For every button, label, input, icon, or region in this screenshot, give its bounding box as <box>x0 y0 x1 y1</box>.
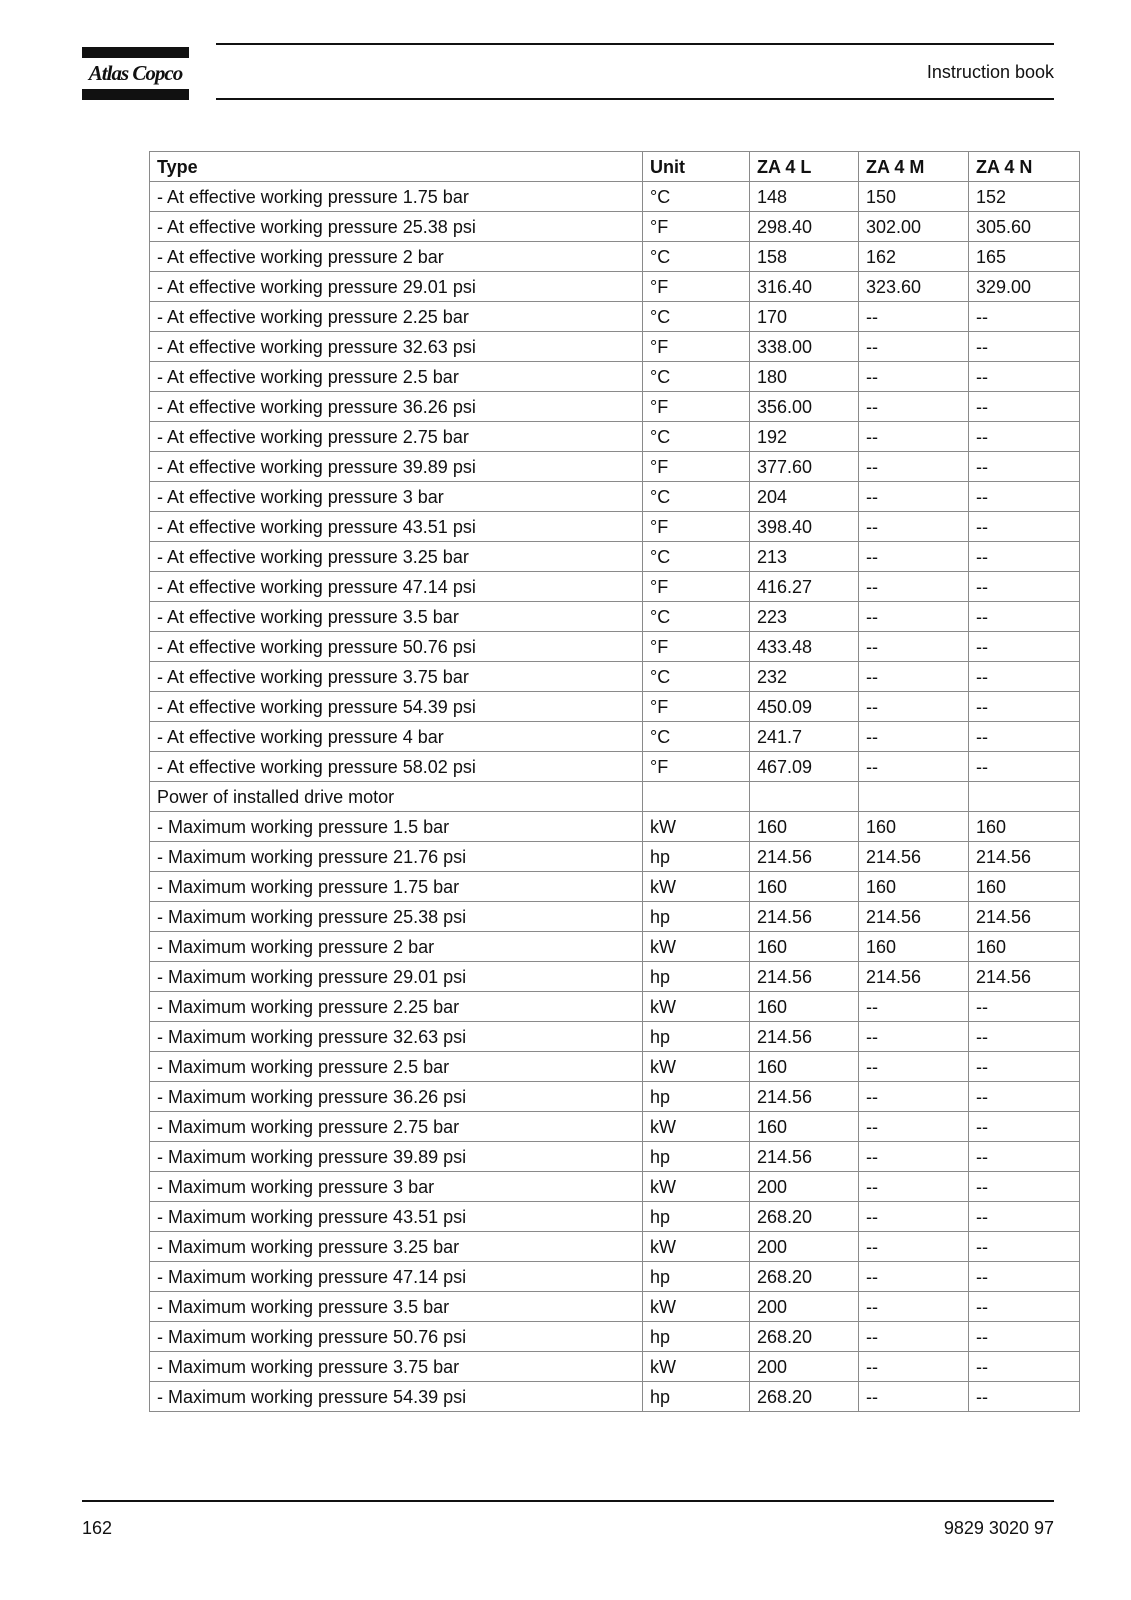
unit-cell: °F <box>643 392 750 422</box>
unit-cell: °C <box>643 542 750 572</box>
za4l-value: 213 <box>750 542 859 572</box>
row-label: - Maximum working pressure 3.75 bar <box>150 1352 643 1382</box>
table-row <box>150 1082 1080 1112</box>
table-row <box>150 482 1080 512</box>
column-header-za4l: ZA 4 L <box>750 152 859 182</box>
unit-cell: kW <box>643 1232 750 1262</box>
za4m-value: -- <box>859 332 969 362</box>
row-label: - At effective working pressure 54.39 psi <box>150 692 643 722</box>
row-label: - At effective working pressure 29.01 psi <box>150 272 643 302</box>
unit-cell: hp <box>643 902 750 932</box>
table-row <box>150 542 1080 572</box>
row-label: - At effective working pressure 3.75 bar <box>150 662 643 692</box>
za4n-value: 214.56 <box>969 842 1080 872</box>
header-rule-top <box>216 43 1054 45</box>
unit-cell: °C <box>643 422 750 452</box>
za4n-value: -- <box>969 542 1080 572</box>
za4m-value: -- <box>859 422 969 452</box>
row-label: - Maximum working pressure 29.01 psi <box>150 962 643 992</box>
table-row <box>150 602 1080 632</box>
za4n-value: 160 <box>969 932 1080 962</box>
za4n-value: -- <box>969 452 1080 482</box>
za4n-value: 160 <box>969 872 1080 902</box>
za4n-value: -- <box>969 482 1080 512</box>
unit-cell: kW <box>643 812 750 842</box>
table-row <box>150 1202 1080 1232</box>
unit-cell: hp <box>643 1262 750 1292</box>
za4n-value: -- <box>969 1352 1080 1382</box>
za4n-value: -- <box>969 392 1080 422</box>
table-row <box>150 992 1080 1022</box>
za4l-value: 268.20 <box>750 1262 859 1292</box>
za4l-value: 160 <box>750 812 859 842</box>
za4n-value: -- <box>969 1052 1080 1082</box>
za4m-value: -- <box>859 302 969 332</box>
table-row <box>150 332 1080 362</box>
za4n-value: -- <box>969 1142 1080 1172</box>
za4l-value: 180 <box>750 362 859 392</box>
za4m-value: 302.00 <box>859 212 969 242</box>
za4n-value: 152 <box>969 182 1080 212</box>
za4m-value: -- <box>859 512 969 542</box>
table-row <box>150 452 1080 482</box>
unit-cell: °C <box>643 722 750 752</box>
unit-cell: kW <box>643 1052 750 1082</box>
table-row <box>150 662 1080 692</box>
table-row <box>150 1382 1080 1412</box>
za4m-value: -- <box>859 992 969 1022</box>
za4n-value: -- <box>969 992 1080 1022</box>
za4m-value <box>859 782 969 812</box>
za4m-value: -- <box>859 1202 969 1232</box>
row-label: - Maximum working pressure 43.51 psi <box>150 1202 643 1232</box>
row-label: - Maximum working pressure 25.38 psi <box>150 902 643 932</box>
table-row <box>150 812 1080 842</box>
za4n-value: 329.00 <box>969 272 1080 302</box>
table-row <box>150 1112 1080 1142</box>
za4m-value: -- <box>859 752 969 782</box>
row-label: - Maximum working pressure 21.76 psi <box>150 842 643 872</box>
row-label: - Maximum working pressure 47.14 psi <box>150 1262 643 1292</box>
za4l-value: 223 <box>750 602 859 632</box>
za4m-value: -- <box>859 1322 969 1352</box>
za4l-value: 416.27 <box>750 572 859 602</box>
za4n-value: -- <box>969 512 1080 542</box>
unit-cell: hp <box>643 842 750 872</box>
logo-wordmark: Atlas Copco <box>88 61 183 85</box>
logo-top-bar <box>82 47 189 58</box>
za4l-value: 160 <box>750 992 859 1022</box>
row-label: - At effective working pressure 1.75 bar <box>150 182 643 212</box>
za4m-value: 160 <box>859 812 969 842</box>
za4m-value: -- <box>859 1052 969 1082</box>
za4l-value: 170 <box>750 302 859 332</box>
table-row <box>150 1322 1080 1352</box>
row-label: - Maximum working pressure 2.75 bar <box>150 1112 643 1142</box>
za4m-value: -- <box>859 692 969 722</box>
za4n-value: -- <box>969 722 1080 752</box>
za4l-value: 214.56 <box>750 1082 859 1112</box>
table-row <box>150 182 1080 212</box>
za4m-value: 214.56 <box>859 842 969 872</box>
za4l-value: 200 <box>750 1232 859 1262</box>
row-label: - At effective working pressure 36.26 psi <box>150 392 643 422</box>
za4n-value <box>969 782 1080 812</box>
za4m-value: 214.56 <box>859 962 969 992</box>
table-body <box>150 182 1080 1412</box>
za4l-value: 200 <box>750 1292 859 1322</box>
row-label: - At effective working pressure 50.76 psi <box>150 632 643 662</box>
unit-cell: hp <box>643 962 750 992</box>
za4m-value: -- <box>859 452 969 482</box>
unit-cell: °C <box>643 182 750 212</box>
unit-cell: °F <box>643 512 750 542</box>
za4n-value: -- <box>969 1382 1080 1412</box>
za4n-value: -- <box>969 362 1080 392</box>
unit-cell: hp <box>643 1382 750 1412</box>
unit-cell: °F <box>643 752 750 782</box>
za4m-value: 162 <box>859 242 969 272</box>
column-header-type: Type <box>150 152 643 182</box>
za4l-value: 377.60 <box>750 452 859 482</box>
row-label: - At effective working pressure 3.5 bar <box>150 602 643 632</box>
unit-cell: °F <box>643 212 750 242</box>
row-label: - At effective working pressure 32.63 psi <box>150 332 643 362</box>
za4l-value: 214.56 <box>750 962 859 992</box>
unit-cell: °F <box>643 632 750 662</box>
table-row <box>150 1292 1080 1322</box>
table-row <box>150 1172 1080 1202</box>
table-row <box>150 392 1080 422</box>
row-label: - At effective working pressure 3 bar <box>150 482 643 512</box>
column-header-unit: Unit <box>643 152 750 182</box>
row-label: - Maximum working pressure 39.89 psi <box>150 1142 643 1172</box>
za4m-value: -- <box>859 1292 969 1322</box>
table-row <box>150 902 1080 932</box>
unit-cell: °C <box>643 242 750 272</box>
za4m-value: -- <box>859 722 969 752</box>
za4l-value: 158 <box>750 242 859 272</box>
za4l-value: 356.00 <box>750 392 859 422</box>
unit-cell: hp <box>643 1142 750 1172</box>
unit-cell: hp <box>643 1202 750 1232</box>
unit-cell <box>643 782 750 812</box>
za4l-value: 467.09 <box>750 752 859 782</box>
za4l-value: 200 <box>750 1352 859 1382</box>
table-row <box>150 782 1080 812</box>
za4l-value: 241.7 <box>750 722 859 752</box>
za4n-value: -- <box>969 1202 1080 1232</box>
unit-cell: kW <box>643 932 750 962</box>
unit-cell: hp <box>643 1022 750 1052</box>
row-label: - At effective working pressure 2.25 bar <box>150 302 643 332</box>
za4m-value: -- <box>859 1022 969 1052</box>
za4n-value: -- <box>969 752 1080 782</box>
row-label: - Maximum working pressure 1.5 bar <box>150 812 643 842</box>
za4n-value: -- <box>969 572 1080 602</box>
unit-cell: °F <box>643 692 750 722</box>
row-label: Power of installed drive motor <box>150 782 643 812</box>
za4l-value: 214.56 <box>750 902 859 932</box>
row-label: - Maximum working pressure 1.75 bar <box>150 872 643 902</box>
za4m-value: 160 <box>859 872 969 902</box>
table-row <box>150 362 1080 392</box>
row-label: - Maximum working pressure 50.76 psi <box>150 1322 643 1352</box>
unit-cell: °C <box>643 602 750 632</box>
row-label: - Maximum working pressure 2.5 bar <box>150 1052 643 1082</box>
za4m-value: -- <box>859 1352 969 1382</box>
unit-cell: °F <box>643 452 750 482</box>
unit-cell: °F <box>643 572 750 602</box>
document-type-title: Instruction book <box>926 62 1054 82</box>
table-row <box>150 242 1080 272</box>
unit-cell: °C <box>643 302 750 332</box>
za4l-value: 338.00 <box>750 332 859 362</box>
za4l-value: 160 <box>750 1112 859 1142</box>
za4l-value: 160 <box>750 932 859 962</box>
table-row <box>150 422 1080 452</box>
unit-cell: kW <box>643 1172 750 1202</box>
za4n-value: -- <box>969 1022 1080 1052</box>
za4n-value: -- <box>969 1082 1080 1112</box>
za4l-value: 148 <box>750 182 859 212</box>
row-label: - At effective working pressure 43.51 psi <box>150 512 643 542</box>
za4m-value: -- <box>859 1142 969 1172</box>
unit-cell: kW <box>643 1352 750 1382</box>
row-label: - Maximum working pressure 3.25 bar <box>150 1232 643 1262</box>
unit-cell: kW <box>643 1112 750 1142</box>
atlas-copco-logo <box>82 47 189 100</box>
za4l-value: 214.56 <box>750 842 859 872</box>
table-row <box>150 1052 1080 1082</box>
za4m-value: -- <box>859 1112 969 1142</box>
za4n-value: -- <box>969 1112 1080 1142</box>
row-label: - At effective working pressure 2.5 bar <box>150 362 643 392</box>
unit-cell: °C <box>643 662 750 692</box>
za4m-value: -- <box>859 632 969 662</box>
row-label: - At effective working pressure 3.25 bar <box>150 542 643 572</box>
za4m-value: 323.60 <box>859 272 969 302</box>
za4m-value: -- <box>859 662 969 692</box>
unit-cell: °C <box>643 482 750 512</box>
column-header-za4n: ZA 4 N <box>969 152 1080 182</box>
table-row <box>150 752 1080 782</box>
za4n-value: -- <box>969 422 1080 452</box>
row-label: - Maximum working pressure 3 bar <box>150 1172 643 1202</box>
row-label: - At effective working pressure 2 bar <box>150 242 643 272</box>
za4n-value: -- <box>969 632 1080 662</box>
table-header-row <box>150 152 1080 182</box>
table-row <box>150 1262 1080 1292</box>
za4l-value: 316.40 <box>750 272 859 302</box>
za4n-value: 214.56 <box>969 962 1080 992</box>
za4m-value: -- <box>859 482 969 512</box>
table-row <box>150 1022 1080 1052</box>
za4n-value: -- <box>969 602 1080 632</box>
header-rule-bottom <box>216 98 1054 100</box>
za4l-value: 450.09 <box>750 692 859 722</box>
za4l-value: 214.56 <box>750 1142 859 1172</box>
za4l-value: 214.56 <box>750 1022 859 1052</box>
za4l-value: 268.20 <box>750 1322 859 1352</box>
table-row <box>150 512 1080 542</box>
table-row <box>150 1232 1080 1262</box>
za4n-value: 165 <box>969 242 1080 272</box>
technical-data-table <box>149 151 1080 1412</box>
za4l-value: 232 <box>750 662 859 692</box>
za4n-value: -- <box>969 332 1080 362</box>
za4m-value: -- <box>859 542 969 572</box>
table-row <box>150 212 1080 242</box>
table-row <box>150 632 1080 662</box>
unit-cell: °F <box>643 272 750 302</box>
table-row <box>150 722 1080 752</box>
za4l-value: 398.40 <box>750 512 859 542</box>
za4l-value: 433.48 <box>750 632 859 662</box>
row-label: - Maximum working pressure 2 bar <box>150 932 643 962</box>
unit-cell: °C <box>643 362 750 392</box>
za4n-value: -- <box>969 662 1080 692</box>
row-label: - Maximum working pressure 36.26 psi <box>150 1082 643 1112</box>
za4m-value: 150 <box>859 182 969 212</box>
za4n-value: 214.56 <box>969 902 1080 932</box>
za4m-value: -- <box>859 392 969 422</box>
za4n-value: -- <box>969 692 1080 722</box>
unit-cell: kW <box>643 872 750 902</box>
table-row <box>150 1352 1080 1382</box>
table-row <box>150 272 1080 302</box>
row-label: - Maximum working pressure 32.63 psi <box>150 1022 643 1052</box>
za4n-value: 305.60 <box>969 212 1080 242</box>
table-row <box>150 1142 1080 1172</box>
unit-cell: hp <box>643 1082 750 1112</box>
table-row <box>150 932 1080 962</box>
za4n-value: -- <box>969 1292 1080 1322</box>
za4l-value: 298.40 <box>750 212 859 242</box>
page-number: 162 <box>82 1518 113 1538</box>
za4m-value: -- <box>859 1262 969 1292</box>
za4l-value: 204 <box>750 482 859 512</box>
za4n-value: 160 <box>969 812 1080 842</box>
za4n-value: -- <box>969 1262 1080 1292</box>
za4m-value: -- <box>859 362 969 392</box>
za4l-value: 160 <box>750 872 859 902</box>
row-label: - At effective working pressure 47.14 psi <box>150 572 643 602</box>
document-number: 9829 3020 97 <box>943 1518 1054 1538</box>
logo-bottom-bar <box>82 89 189 100</box>
unit-cell: kW <box>643 992 750 1022</box>
table-row <box>150 692 1080 722</box>
za4m-value: -- <box>859 1082 969 1112</box>
row-label: - At effective working pressure 58.02 psi <box>150 752 643 782</box>
za4n-value: -- <box>969 1232 1080 1262</box>
row-label: - Maximum working pressure 3.5 bar <box>150 1292 643 1322</box>
table-row <box>150 842 1080 872</box>
za4l-value: 192 <box>750 422 859 452</box>
unit-cell: °F <box>643 332 750 362</box>
unit-cell: kW <box>643 1292 750 1322</box>
row-label: - Maximum working pressure 54.39 psi <box>150 1382 643 1412</box>
row-label: - At effective working pressure 2.75 bar <box>150 422 643 452</box>
row-label: - At effective working pressure 4 bar <box>150 722 643 752</box>
unit-cell: hp <box>643 1322 750 1352</box>
za4l-value: 200 <box>750 1172 859 1202</box>
za4m-value: -- <box>859 1382 969 1412</box>
za4m-value: -- <box>859 572 969 602</box>
za4l-value <box>750 782 859 812</box>
za4n-value: -- <box>969 302 1080 332</box>
table-row <box>150 302 1080 332</box>
za4l-value: 268.20 <box>750 1202 859 1232</box>
table-row <box>150 872 1080 902</box>
za4n-value: -- <box>969 1172 1080 1202</box>
table-row <box>150 962 1080 992</box>
footer-rule <box>82 1500 1054 1502</box>
za4l-value: 160 <box>750 1052 859 1082</box>
za4l-value: 268.20 <box>750 1382 859 1412</box>
za4m-value: 214.56 <box>859 902 969 932</box>
row-label: - Maximum working pressure 2.25 bar <box>150 992 643 1022</box>
row-label: - At effective working pressure 25.38 psi <box>150 212 643 242</box>
za4m-value: 160 <box>859 932 969 962</box>
za4m-value: -- <box>859 1232 969 1262</box>
za4m-value: -- <box>859 602 969 632</box>
table-row <box>150 572 1080 602</box>
za4m-value: -- <box>859 1172 969 1202</box>
za4n-value: -- <box>969 1322 1080 1352</box>
row-label: - At effective working pressure 39.89 psi <box>150 452 643 482</box>
column-header-za4m: ZA 4 M <box>859 152 969 182</box>
